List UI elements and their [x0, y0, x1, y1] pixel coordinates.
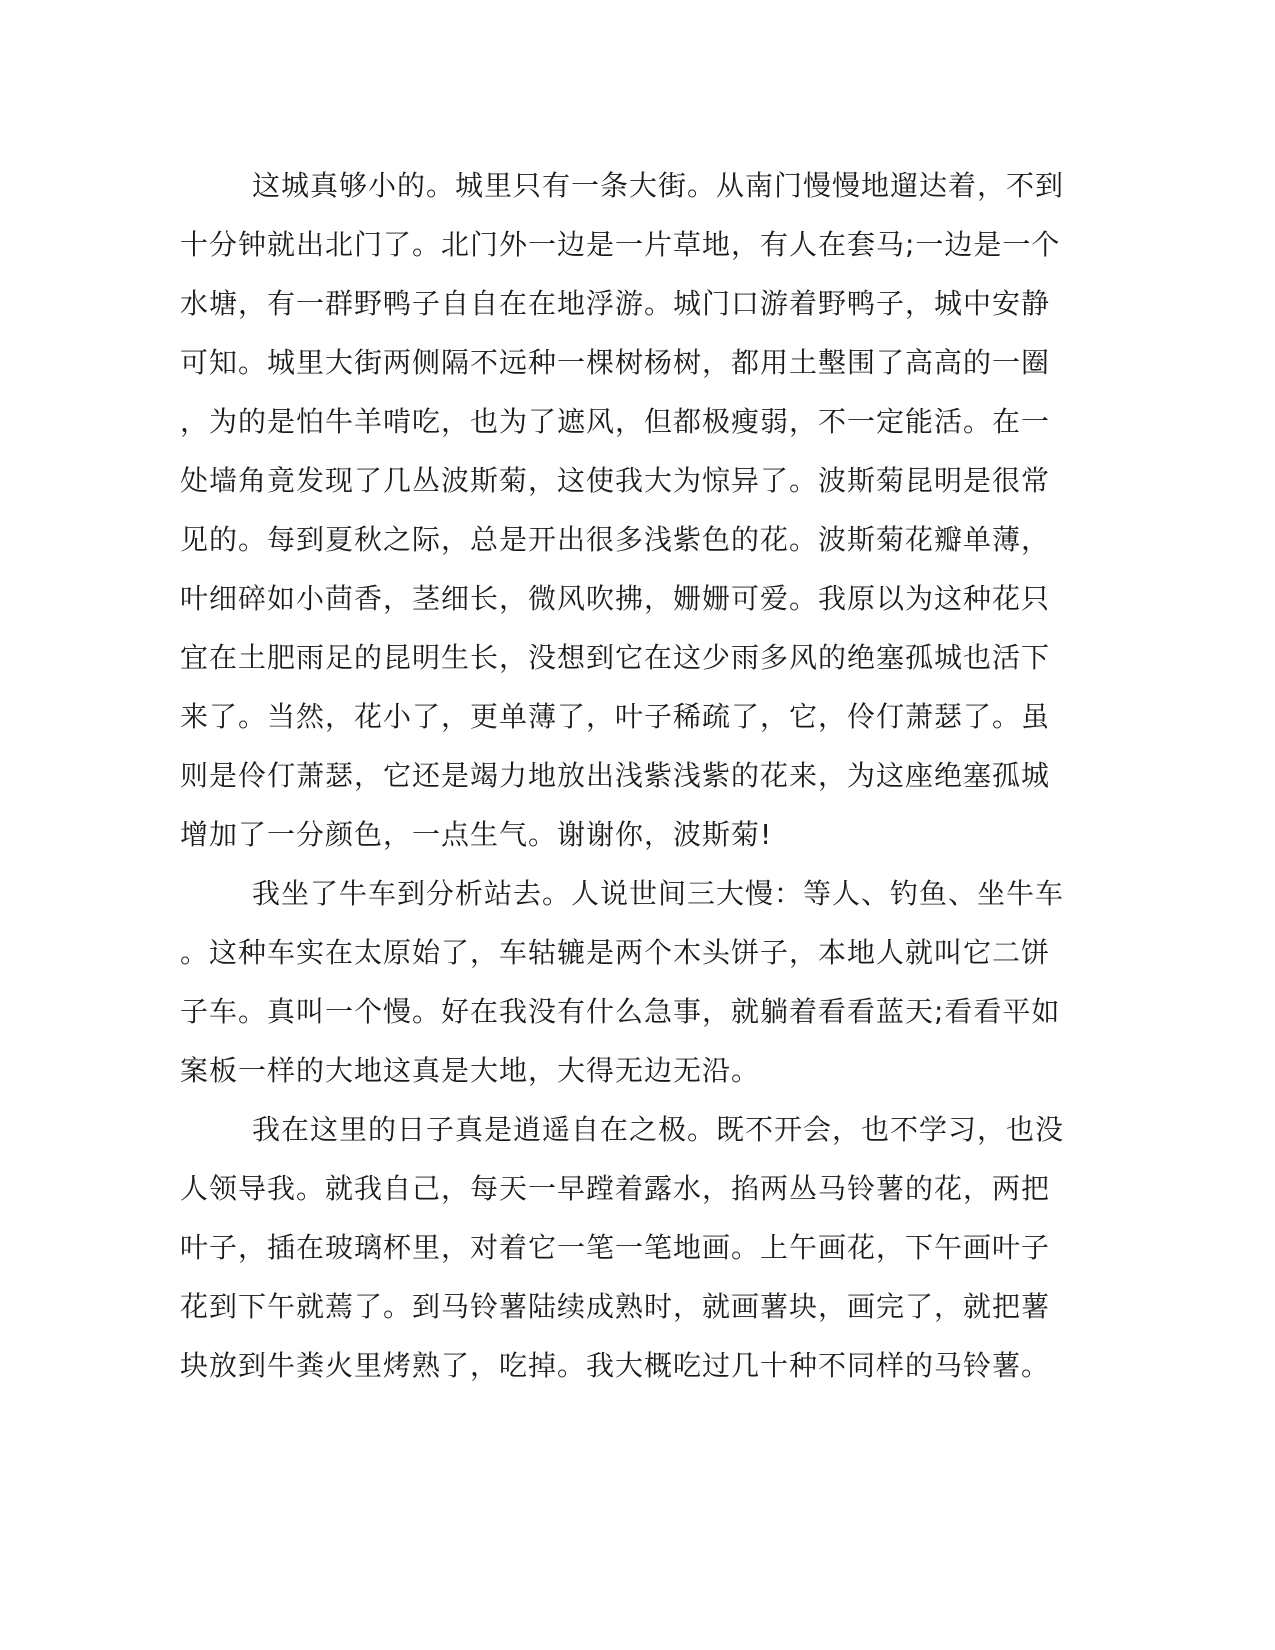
text-line: 我在这里的日子真是逍遥自在之极。既不开会，也不学习，也没	[252, 1113, 1065, 1146]
text-line: 叶子，插在玻璃杯里，对着它一笔一笔地画。上午画花，下午画叶子	[180, 1231, 1051, 1264]
text-line: 叶细碎如小茴香，茎细长，微风吹拂，姗姗可爱。我原以为这种花只	[180, 582, 1051, 615]
paragraph-1	[180, 156, 1065, 864]
text-line: 案板一样的大地这真是大地，大得无边无沿。	[180, 1054, 761, 1087]
text-line: 则是伶仃萧瑟，它还是竭力地放出浅紫浅紫的花来，为这座绝塞孤城	[180, 759, 1051, 792]
text-line: ，为的是怕牛羊啃吃，也为了遮风，但都极瘦弱，不一定能活。在一	[180, 405, 1051, 438]
text-line: 这城真够小的。城里只有一条大街。从南门慢慢地遛达着，不到	[252, 169, 1065, 202]
text-line: 见的。每到夏秋之际，总是开出很多浅紫色的花。波斯菊花瓣单薄，	[180, 523, 1051, 556]
text-line: 十分钟就出北门了。北门外一边是一片草地，有人在套马;一边是一个	[180, 228, 1061, 261]
text-line: 花到下午就蔫了。到马铃薯陆续成熟时，就画薯块，画完了，就把薯	[180, 1290, 1051, 1323]
text-line: 我坐了牛车到分析站去。人说世间三大慢：等人、钓鱼、坐牛车	[252, 877, 1065, 910]
text-line: 增加了一分颜色，一点生气。谢谢你，波斯菊!	[180, 818, 773, 851]
text-line: 来了。当然，花小了，更单薄了，叶子稀疏了，它，伶仃萧瑟了。虽	[180, 700, 1051, 733]
text-line: 处墙角竟发现了几丛波斯菊，这使我大为惊异了。波斯菊昆明是很常	[180, 464, 1051, 497]
text-line: 子车。真叫一个慢。好在我没有什么急事，就躺着看看蓝天;看看平如	[180, 995, 1061, 1028]
text-line: 人领导我。就我自己，每天一早蹚着露水，掐两丛马铃薯的花，两把	[180, 1172, 1051, 1205]
text-line: 块放到牛粪火里烤熟了，吃掉。我大概吃过几十种不同样的马铃薯。	[180, 1349, 1051, 1382]
text-line: 。这种车实在太原始了，车轱辘是两个木头饼子，本地人就叫它二饼	[180, 936, 1051, 969]
paragraph-2	[180, 864, 1065, 1100]
text-line: 可知。城里大街两侧隔不远种一棵树杨树，都用土墼围了高高的一圈	[180, 346, 1051, 379]
paragraph-3	[180, 1100, 1065, 1395]
body-text	[180, 156, 1065, 1395]
text-line: 宜在土肥雨足的昆明生长，没想到它在这少雨多风的绝塞孤城也活下	[180, 641, 1051, 674]
text-line: 水塘，有一群野鸭子自自在在地浮游。城门口游着野鸭子，城中安静	[180, 287, 1051, 320]
